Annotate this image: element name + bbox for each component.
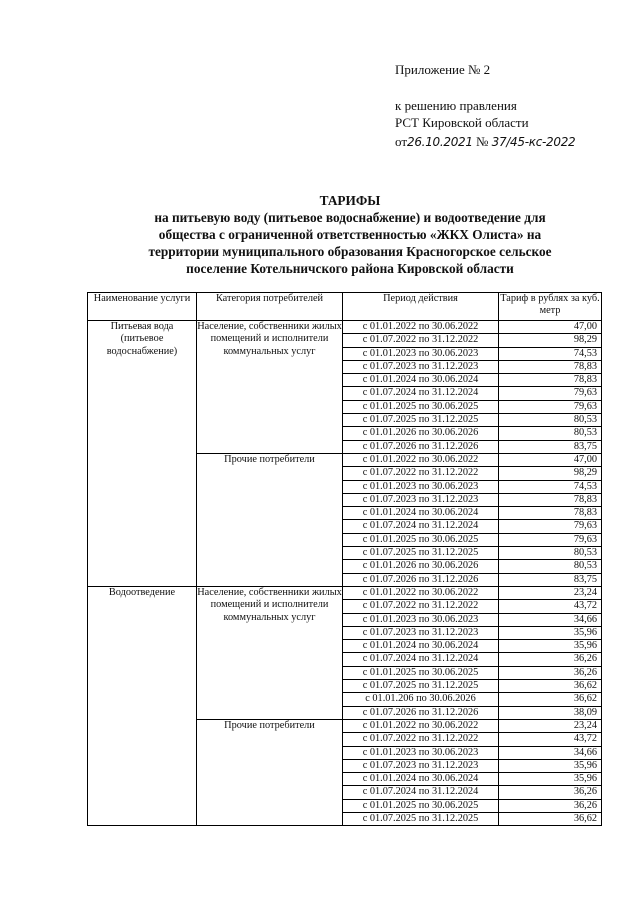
period-cell: с 01.07.2025 по 31.12.2025 (343, 547, 499, 560)
tariff-cell: 78,83 (499, 493, 602, 506)
header-period: Период действия (343, 293, 499, 321)
tariff-cell: 78,83 (499, 374, 602, 387)
period-cell: с 01.07.2026 по 31.12.2026 (343, 706, 499, 719)
period-cell: с 01.07.2023 по 31.12.2023 (343, 493, 499, 506)
period-cell: с 01.01.2024 по 30.06.2024 (343, 640, 499, 653)
period-cell: с 01.07.2024 по 31.12.2024 (343, 387, 499, 400)
tariff-cell: 74,53 (499, 480, 602, 493)
period-cell: с 01.01.2026 по 30.06.2026 (343, 560, 499, 573)
tariff-cell: 47,00 (499, 321, 602, 334)
period-cell: с 01.01.2025 по 30.06.2025 (343, 666, 499, 679)
tariff-cell: 78,83 (499, 507, 602, 520)
decision-date-line (395, 134, 575, 150)
period-cell: с 01.07.2025 по 31.12.2025 (343, 414, 499, 427)
period-cell: с 01.01.2023 по 30.06.2023 (343, 613, 499, 626)
period-cell: с 01.07.2023 по 31.12.2023 (343, 626, 499, 639)
tariff-cell: 36,26 (499, 786, 602, 799)
period-cell: с 01.01.2024 по 30.06.2024 (343, 507, 499, 520)
tariff-cell: 83,75 (499, 573, 602, 586)
period-cell: с 01.01.2023 по 30.06.2023 (343, 347, 499, 360)
document-title (90, 192, 610, 277)
period-cell: с 01.01.206 по 30.06.2026 (343, 693, 499, 706)
period-cell: с 01.01.2023 по 30.06.2023 (343, 480, 499, 493)
category-cell: Прочие потребители (197, 719, 343, 825)
title-line-3: общества с ограниченной ответственностью «ЖКХ Олиста» на (158, 227, 542, 242)
tariff-cell: 98,29 (499, 334, 602, 347)
tariff-cell: 35,96 (499, 626, 602, 639)
handwritten-number: 37/45-кс-2022 (491, 135, 576, 149)
category-cell: Прочие потребители (197, 453, 343, 586)
tariff-cell: 36,26 (499, 653, 602, 666)
period-cell: с 01.07.2026 по 31.12.2026 (343, 573, 499, 586)
title-line-4: территории муниципального образования Красногорское сельское (148, 244, 552, 259)
table-row (88, 321, 602, 334)
period-cell: с 01.01.2024 по 30.06.2024 (343, 773, 499, 786)
tariff-cell: 80,53 (499, 414, 602, 427)
period-cell: с 01.07.2024 по 31.12.2024 (343, 653, 499, 666)
period-cell: с 01.07.2025 по 31.12.2025 (343, 680, 499, 693)
period-cell: с 01.07.2022 по 31.12.2022 (343, 467, 499, 480)
tariff-cell: 79,63 (499, 520, 602, 533)
tariff-table (87, 292, 602, 826)
tariff-cell: 36,62 (499, 812, 602, 825)
tariff-cell: 83,75 (499, 440, 602, 453)
tariff-cell: 79,63 (499, 533, 602, 546)
organization-label: РСТ Кировской области (395, 115, 529, 130)
tariff-cell: 79,63 (499, 400, 602, 413)
tariff-cell: 36,62 (499, 693, 602, 706)
period-cell: с 01.07.2026 по 31.12.2026 (343, 440, 499, 453)
handwritten-date: 26.10.2021 (407, 135, 473, 149)
service-cell: Водоотведение (88, 586, 197, 825)
tariff-cell: 43,72 (499, 733, 602, 746)
tariff-cell: 79,63 (499, 387, 602, 400)
tariff-cell: 98,29 (499, 467, 602, 480)
period-cell: с 01.07.2023 по 31.12.2023 (343, 360, 499, 373)
title-line-2: на питьевую воду (питьевое водоснабжение) и водоотведение для (154, 210, 546, 225)
tariff-cell: 35,96 (499, 759, 602, 772)
period-cell: с 01.07.2025 по 31.12.2025 (343, 812, 499, 825)
tariff-cell: 74,53 (499, 347, 602, 360)
period-cell: с 01.01.2022 по 30.06.2022 (343, 586, 499, 599)
period-cell: с 01.01.2022 по 30.06.2022 (343, 453, 499, 466)
table-header-row (88, 293, 602, 321)
tariff-cell: 34,66 (499, 746, 602, 759)
table-body (88, 321, 602, 826)
title-line-1: ТАРИФЫ (319, 193, 381, 208)
date-prefix: от (395, 134, 408, 149)
tariff-cell: 23,24 (499, 586, 602, 599)
tariff-cell: 43,72 (499, 600, 602, 613)
tariff-cell: 38,09 (499, 706, 602, 719)
period-cell: с 01.07.2022 по 31.12.2022 (343, 600, 499, 613)
service-cell: Питьевая вода (питьевое водоснабжение) (88, 321, 197, 587)
tariff-cell: 34,66 (499, 613, 602, 626)
period-cell: с 01.07.2024 по 31.12.2024 (343, 786, 499, 799)
tariff-cell: 80,53 (499, 547, 602, 560)
tariff-cell: 35,96 (499, 773, 602, 786)
period-cell: с 01.01.2024 по 30.06.2024 (343, 374, 499, 387)
header-category: Категория потребителей (197, 293, 343, 321)
tariff-cell: 80,53 (499, 560, 602, 573)
period-cell: с 01.01.2023 по 30.06.2023 (343, 746, 499, 759)
tariff-cell: 36,62 (499, 680, 602, 693)
category-cell: Население, собственники жилых помещений и исполнители коммунальных услуг (197, 321, 343, 454)
tariff-cell: 36,26 (499, 666, 602, 679)
appendix-label: Приложение № 2 (395, 62, 491, 77)
period-cell: с 01.01.2022 по 30.06.2022 (343, 321, 499, 334)
period-cell: с 01.01.2025 по 30.06.2025 (343, 400, 499, 413)
period-cell: с 01.07.2024 по 31.12.2024 (343, 520, 499, 533)
number-prefix: № (475, 134, 489, 149)
period-cell: с 01.01.2022 по 30.06.2022 (343, 719, 499, 732)
table-row (88, 586, 602, 599)
period-cell: с 01.07.2023 по 31.12.2023 (343, 759, 499, 772)
period-cell: с 01.07.2022 по 31.12.2022 (343, 334, 499, 347)
header-service: Наименование услуги (88, 293, 197, 321)
category-cell: Население, собственники жилых помещений и исполнители коммунальных услуг (197, 586, 343, 719)
period-cell: с 01.01.2026 по 30.06.2026 (343, 427, 499, 440)
period-cell: с 01.07.2022 по 31.12.2022 (343, 733, 499, 746)
tariff-cell: 47,00 (499, 453, 602, 466)
decision-label: к решению правления (395, 98, 517, 113)
period-cell: с 01.01.2025 по 30.06.2025 (343, 533, 499, 546)
tariff-cell: 80,53 (499, 427, 602, 440)
tariff-cell: 36,26 (499, 799, 602, 812)
tariff-cell: 23,24 (499, 719, 602, 732)
tariff-cell: 35,96 (499, 640, 602, 653)
title-line-5: поселение Котельничского района Кировской области (186, 261, 514, 276)
header-tariff: Тариф в рублях за куб. метр (499, 293, 602, 321)
period-cell: с 01.01.2025 по 30.06.2025 (343, 799, 499, 812)
tariff-cell: 78,83 (499, 360, 602, 373)
